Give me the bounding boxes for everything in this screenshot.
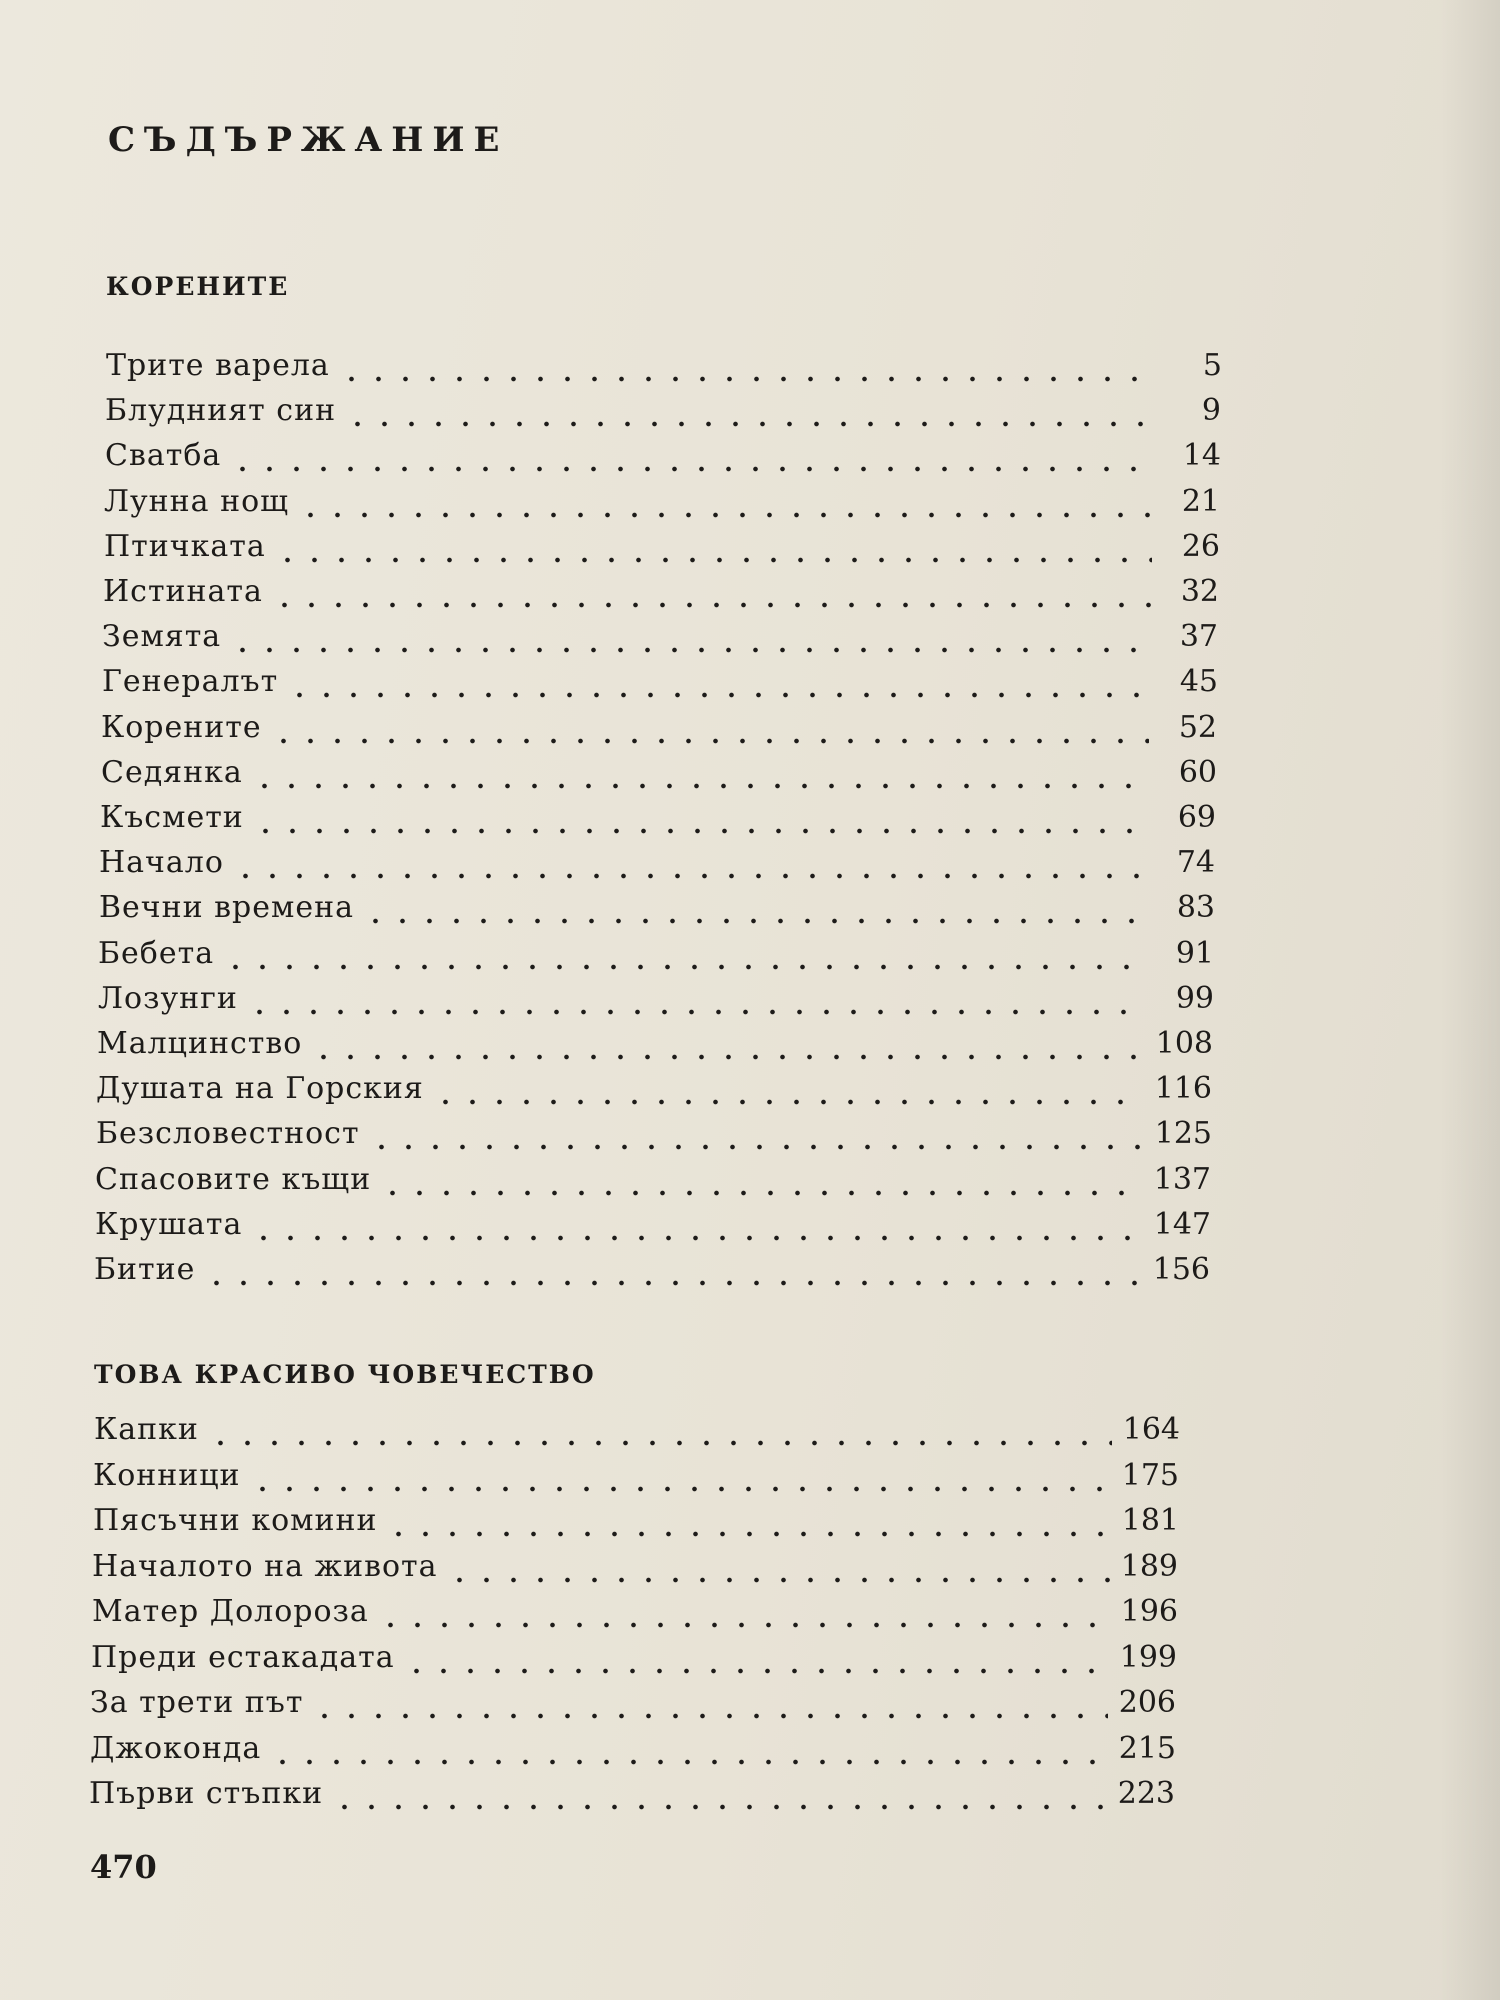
toc-entry — [91, 1640, 1177, 1684]
toc-entry-title: Сватба — [105, 438, 222, 473]
toc-dot-leader — [270, 736, 1149, 746]
toc-dot-leader — [232, 871, 1147, 881]
toc-entry — [104, 529, 1220, 573]
toc-entry-page: 125 — [1154, 1116, 1212, 1151]
toc-entry — [106, 348, 1222, 392]
toc-entry-page: 175 — [1121, 1458, 1179, 1493]
toc-entry — [105, 438, 1221, 482]
toc-dot-leader — [251, 781, 1149, 791]
toc-entry-title: Джоконда — [90, 1731, 262, 1766]
toc-entry — [90, 1685, 1176, 1729]
toc-entry-page: 189 — [1120, 1549, 1178, 1584]
toc-entry — [99, 890, 1215, 934]
toc-entry-title: Спасовите къщи — [95, 1162, 372, 1197]
toc-entry-page: 116 — [1154, 1071, 1212, 1106]
toc-entry-title: Първи стъпки — [89, 1776, 324, 1811]
toc-entry-page: 99 — [1175, 981, 1214, 1016]
toc-entry — [104, 484, 1220, 528]
toc-entry-page: 147 — [1153, 1207, 1211, 1242]
toc-entry-title: Крушата — [95, 1207, 243, 1242]
toc-entry — [95, 1207, 1211, 1251]
toc-entry-title: Трите варела — [106, 348, 330, 383]
toc-entry — [96, 1116, 1212, 1160]
toc-entry-page: 181 — [1121, 1503, 1179, 1538]
toc-entry-page: 37 — [1179, 619, 1218, 654]
toc-entry — [101, 755, 1217, 799]
toc-entry-title: Лунна нощ — [104, 484, 290, 519]
toc-entry-title: Корените — [101, 710, 262, 745]
contents-heading: СЪДЪРЖАНИЕ — [108, 120, 509, 160]
toc-entry-title: Конници — [93, 1458, 241, 1493]
toc-entry — [98, 936, 1214, 980]
toc-entry-title: Лозунги — [98, 981, 238, 1016]
toc-dot-leader — [311, 1711, 1108, 1721]
toc-entry-title: Безсловестност — [96, 1116, 360, 1151]
toc-entry — [90, 1731, 1176, 1775]
toc-entry-page: 60 — [1178, 755, 1217, 790]
toc-dot-leader — [310, 1052, 1145, 1062]
toc-dot-leader — [252, 826, 1148, 836]
toc-dot-leader — [331, 1802, 1107, 1812]
toc-dot-leader — [362, 916, 1147, 926]
toc-entry-page: 52 — [1178, 710, 1217, 745]
toc-entry — [100, 800, 1216, 844]
toc-entry-page: 69 — [1177, 800, 1216, 835]
toc-dot-leader — [368, 1142, 1144, 1152]
toc-entry-title: Преди естакадата — [91, 1640, 395, 1675]
toc-dot-leader — [229, 464, 1153, 474]
toc-entry-title: За трети път — [90, 1685, 304, 1720]
toc-entry-page: 199 — [1119, 1640, 1177, 1675]
toc-entry — [97, 1026, 1213, 1070]
toc-dot-leader — [403, 1666, 1109, 1676]
toc-entry-title: Начало — [99, 845, 224, 880]
toc-entry-page: 164 — [1122, 1412, 1180, 1447]
toc-entry-page: 26 — [1181, 529, 1220, 564]
toc-entry-title: Вечни времена — [99, 890, 354, 925]
toc-entry-page: 108 — [1155, 1026, 1213, 1061]
toc-entry-title: Седянка — [101, 755, 243, 790]
toc-dot-leader — [286, 690, 1150, 700]
toc-entry-page: 137 — [1153, 1162, 1211, 1197]
toc-entry — [92, 1594, 1178, 1638]
toc-dot-leader — [269, 1757, 1108, 1767]
toc-entry-page: 206 — [1118, 1685, 1176, 1720]
toc-entry-title: Блудният син — [105, 393, 337, 428]
toc-dot-leader — [249, 1484, 1111, 1494]
toc-entry — [94, 1412, 1180, 1456]
toc-entry-page: 45 — [1179, 664, 1218, 699]
toc-entry — [103, 574, 1219, 618]
toc-entry-page: 32 — [1180, 574, 1219, 609]
toc-entry — [102, 619, 1218, 663]
toc-dot-leader — [338, 374, 1154, 384]
toc-dot-leader — [207, 1438, 1112, 1448]
toc-entry-title: Началото на живота — [92, 1549, 438, 1584]
toc-entry — [105, 393, 1221, 437]
toc-dot-leader — [229, 645, 1150, 655]
toc-entry — [101, 710, 1217, 754]
toc-entry-page: 83 — [1176, 890, 1215, 925]
toc-entry-title: Късмети — [100, 800, 244, 835]
toc-entry-title: Бебета — [98, 936, 215, 971]
section-title-korenite: КОРЕНИТЕ — [106, 272, 290, 301]
toc-entry — [98, 981, 1214, 1025]
page-number: 470 — [90, 1848, 157, 1886]
toc-entry-page: 14 — [1182, 438, 1221, 473]
toc-entry-page: 196 — [1120, 1594, 1178, 1629]
toc-dot-leader — [271, 600, 1151, 610]
toc-entry-title: Битие — [94, 1252, 196, 1287]
toc-entry-title: Земята — [102, 619, 222, 654]
page-shadow — [1440, 0, 1500, 2000]
toc-entry-page: 5 — [1202, 348, 1222, 383]
toc-entry-page: 9 — [1201, 393, 1221, 428]
toc-entry — [95, 1162, 1211, 1206]
toc-entry-page: 156 — [1152, 1252, 1210, 1287]
toc-dot-leader — [250, 1233, 1143, 1243]
toc-entry — [89, 1776, 1175, 1820]
toc-dot-leader — [432, 1097, 1144, 1107]
toc-entry — [93, 1503, 1179, 1547]
toc-dot-leader — [297, 510, 1152, 520]
toc-entry — [99, 845, 1215, 889]
toc-dot-leader — [203, 1278, 1142, 1288]
toc-entry-page: 74 — [1176, 845, 1215, 880]
toc-dot-leader — [377, 1620, 1110, 1630]
toc-entry-page: 21 — [1181, 484, 1220, 519]
toc-dot-leader — [246, 1007, 1146, 1017]
toc-dot-leader — [446, 1575, 1110, 1585]
toc-entry-title: Истината — [103, 574, 263, 609]
toc-entry-page: 223 — [1117, 1776, 1175, 1811]
toc-dot-leader — [385, 1529, 1111, 1539]
toc-entry-page: 215 — [1118, 1731, 1176, 1766]
toc-entry-title: Душата на Горския — [96, 1071, 424, 1106]
toc-dot-leader — [379, 1188, 1143, 1198]
toc-entry-title: Птичката — [104, 529, 266, 564]
toc-entry-title: Пясъчни комини — [93, 1503, 378, 1538]
toc-dot-leader — [222, 962, 1146, 972]
toc-dot-leader — [344, 419, 1153, 429]
toc-entry — [94, 1252, 1210, 1296]
toc-entry-title: Матер Долороза — [92, 1594, 369, 1629]
toc-entry-title: Генералът — [102, 664, 279, 699]
toc-entry-page: 91 — [1175, 936, 1214, 971]
section-title-tova-krasivo-chovechestvo: ТОВА КРАСИВО ЧОВЕЧЕСТВО — [94, 1360, 596, 1389]
toc-entry-title: Капки — [94, 1412, 199, 1447]
toc-entry — [93, 1458, 1179, 1502]
toc-entry-title: Малцинство — [97, 1026, 303, 1061]
toc-dot-leader — [274, 555, 1152, 565]
toc-entry — [92, 1549, 1178, 1593]
toc-entry — [96, 1071, 1212, 1115]
toc-entry — [102, 664, 1218, 708]
